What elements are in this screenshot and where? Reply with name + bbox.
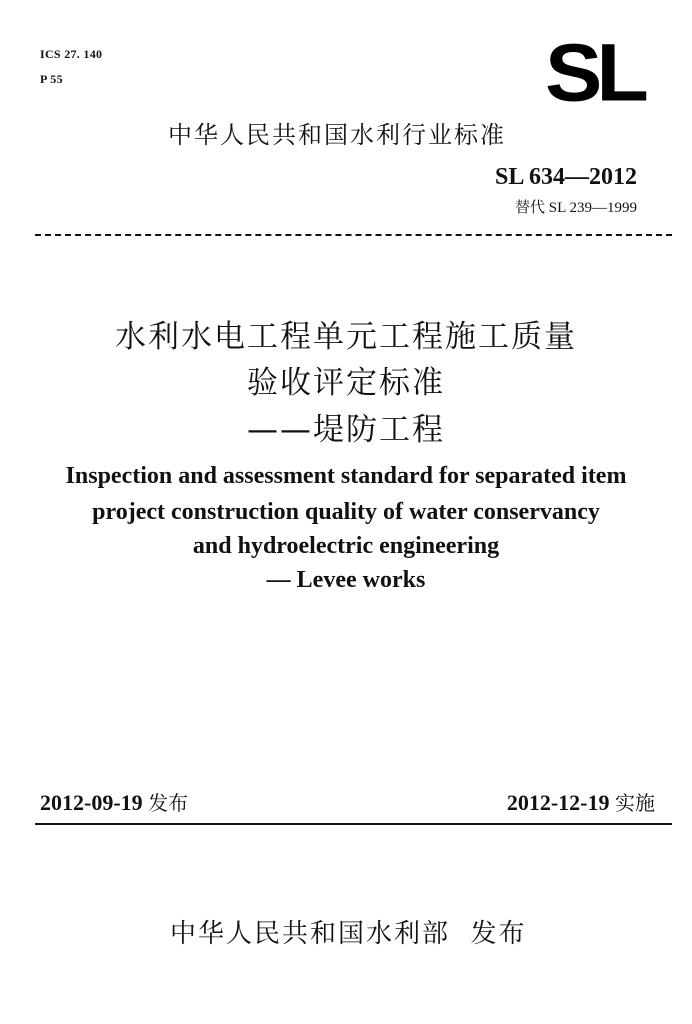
publisher: 中华人民共和国水利部 发布 — [170, 919, 527, 949]
p-code: P 55 — [40, 72, 63, 86]
industry-standard-heading: 中华人民共和国水利行业标准 — [168, 121, 506, 149]
english-title-line-2: project construction quality of water conservancy — [92, 499, 600, 525]
chinese-title-line-2: 验收评定标准 — [247, 365, 445, 401]
chinese-title-line-3: ——堤防工程 — [247, 412, 445, 448]
solid-divider — [35, 823, 672, 825]
effective-label: 实施 — [615, 791, 655, 815]
issue-date: 2012-09-19 — [40, 790, 143, 815]
chinese-title-line-1: 水利水电工程单元工程施工质量 — [115, 319, 577, 355]
english-title-line-4: — Levee works — [266, 567, 426, 593]
issue-date-block — [40, 787, 188, 816]
issue-label: 发布 — [148, 791, 189, 815]
dashed-divider — [35, 234, 672, 236]
sl-logo: SL — [545, 27, 643, 119]
replaces-standard: 替代 SL 239—1999 — [515, 200, 637, 216]
english-title-line-3: and hydroelectric engineering — [192, 533, 500, 559]
standard-number: SL 634—2012 — [494, 164, 637, 190]
english-title-line-1: Inspection and assessment standard for separated item — [65, 463, 627, 489]
ics-code: ICS 27. 140 — [40, 47, 103, 61]
effective-date: 2012-12-19 — [506, 790, 610, 815]
effective-date-block — [507, 787, 655, 816]
